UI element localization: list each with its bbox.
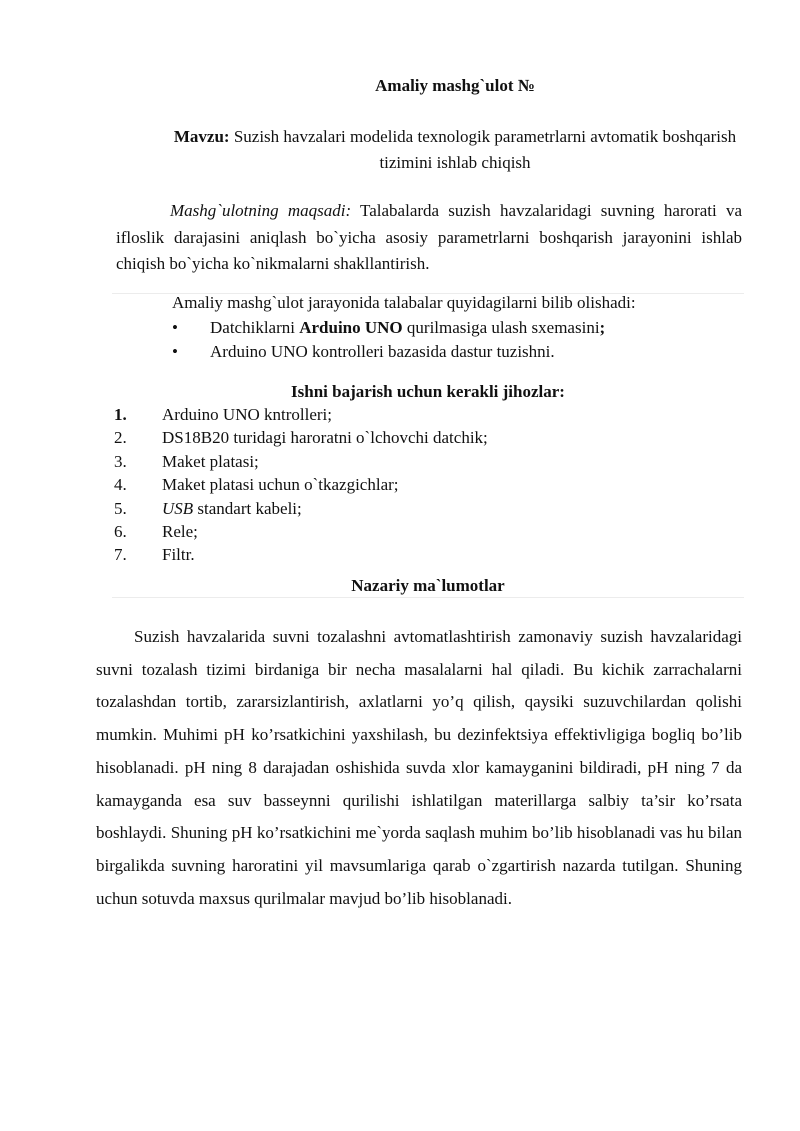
list-item-text: Datchiklarni [210,318,300,337]
list-item [172,340,752,364]
list-number: 5. [114,498,127,518]
list-item-text: Maket platasi uchun o`tkazgichlar; [162,475,399,495]
list-item-text: qurilmasiga ulash sxemasini [402,318,600,337]
list-item [114,497,714,520]
list-number: 2. [114,428,127,448]
equipment-list [114,403,714,567]
learning-list [172,316,752,364]
list-item-text: Maket platasi; [162,451,259,471]
goal-paragraph [116,198,742,278]
list-number: 7. [114,545,127,565]
list-item [172,316,752,340]
topic-text: Suzish havzalari modelida texnologik parametrlarni avtomatik boshqarish tizimini ishlab chiqish [229,127,737,172]
section-divider [112,597,744,598]
theory-paragraph: Suzish havzalarida suvni tozalashni avtomatlashtirish zamonaviy suzish havzalaridagi suvni tozalash tizimi birdaniga bir necha masalalarni hal qiladi. Bu kichik zarrachalarni tozalashdan tortib, zararsizlantirish, axlatlarni yo’q qilish, qaysiki suzuvchilardan qolishi mumkin. Muhimi pH ko’rsatkichini yaxshilash, bu dezinfektsiya effektivligiga bogliq bo’lib hisoblanadi. pH ning 8 darajadan oshishida suvda xlor kamayganini bildiradi, pH ning 7 da kamayganda esa suv basseynni qurilishi ishlatilgan materillarga salbiy ta’sir ko’rsata boshlaydi. Shuning pH ko’rsatkichini me`yorda saqlash muhim bo’lib hisoblanadi vas hu bilan birgalikda suvning haroratini yil mavsumlariga qarab o`zgartirish nazarda tutilgan. Shuning uchun sotuvda maxsus qurilmalar mavjud bo’lib hisoblanadi. [96,627,742,908]
list-item [114,473,714,496]
bullet-icon: • [172,342,178,361]
theory-title: Nazariy ma`lumotlar [351,576,505,595]
list-item-text: Filtr. [162,545,195,565]
list-item-text: DS18B20 turidagi haroratni o`lchovchi datchik; [162,428,488,448]
list-item-text: Arduino UNO kontrolleri bazasida dastur tuzishni. [210,342,555,361]
list-item [114,543,714,566]
goal-text: Talabalarda suzish havzalaridagi suvning harorati va ifloslik darajasini aniqlash bo`yicha asosiy parametrlarni boshqarish jarayonini ishlab chiqish bo`yicha ko`nikmalarni shakllantirish. [116,201,743,273]
page-title: Amaliy mashg`ulot № [375,76,535,95]
goal-label: Mashg`ulotning maqsadi: [170,201,352,220]
list-number: 1. [114,405,127,424]
equipment-title: Ishni bajarish uchun kerakli jihozlar: [291,382,565,401]
topic-paragraph [150,124,760,176]
list-number: 4. [114,475,127,495]
bullet-icon: • [172,318,178,337]
list-item [114,426,714,449]
list-number: 6. [114,521,127,541]
list-item-text: standart kabeli; [193,498,302,518]
topic-label: Mavzu: [173,127,230,146]
list-item-bold: Arduino UNO [299,318,403,337]
list-item-bold: ; [599,318,606,337]
list-item [114,520,714,543]
list-item-italic: USB [162,498,194,518]
list-item-text: Rele; [162,521,198,541]
list-item [114,450,714,473]
list-item [114,403,714,426]
list-number: 3. [114,451,127,471]
learning-intro: Amaliy mashg`ulot jarayonida talabalar quyidagilarni bilib olishadi: [172,293,636,312]
list-item-text: Arduino UNO kntrolleri; [162,405,332,424]
